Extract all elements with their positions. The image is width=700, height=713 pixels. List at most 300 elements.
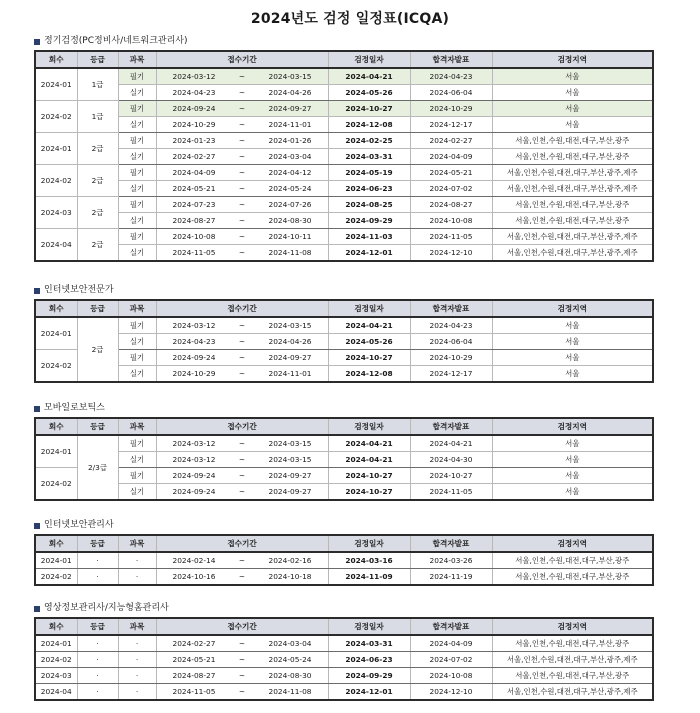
round-cell: 2024-02 bbox=[35, 101, 77, 133]
round-cell: 2024-02 bbox=[35, 652, 77, 668]
period-cell bbox=[156, 569, 328, 586]
column-header: 합격자발표 bbox=[410, 300, 492, 317]
schedule-table bbox=[34, 617, 654, 701]
period-tilde: ~ bbox=[238, 337, 246, 346]
subject-cell: 필기 bbox=[118, 350, 156, 366]
period-end: 2024-09-27 bbox=[268, 353, 312, 362]
result-date-cell: 2024-04-21 bbox=[410, 435, 492, 452]
region-cell: 서울,인천,수원,대전,대구,부산,광주,제주 bbox=[492, 181, 653, 197]
section-title bbox=[34, 403, 105, 414]
region-cell: 서울 bbox=[492, 117, 653, 133]
region-cell: 서울 bbox=[492, 452, 653, 468]
subject-cell: 실기 bbox=[118, 149, 156, 165]
period-tilde: ~ bbox=[238, 487, 246, 496]
period-cell bbox=[156, 452, 328, 468]
period-start: 2024-05-21 bbox=[172, 184, 216, 193]
schedule-table bbox=[34, 534, 654, 586]
period-end: 2024-03-15 bbox=[268, 321, 312, 330]
column-header: 접수기간 bbox=[156, 300, 328, 317]
period-start: 2024-11-05 bbox=[172, 687, 216, 696]
exam-date-cell: 2024-08-25 bbox=[328, 197, 410, 213]
result-date-cell: 2024-12-17 bbox=[410, 117, 492, 133]
result-date-cell: 2024-10-27 bbox=[410, 468, 492, 484]
column-header: 검정지역 bbox=[492, 535, 653, 552]
result-date-cell: 2024-10-29 bbox=[410, 350, 492, 366]
result-date-cell: 2024-03-26 bbox=[410, 552, 492, 569]
period-cell bbox=[156, 668, 328, 684]
column-header: 과목 bbox=[118, 535, 156, 552]
column-header: 검정일자 bbox=[328, 535, 410, 552]
period-cell bbox=[156, 149, 328, 165]
period-cell bbox=[156, 684, 328, 701]
result-date-cell: 2024-06-04 bbox=[410, 85, 492, 101]
region-cell: 서울,인천,수원,대전,대구,부산,광주,제주 bbox=[492, 684, 653, 701]
region-cell: 서울 bbox=[492, 350, 653, 366]
period-start: 2024-10-08 bbox=[172, 232, 216, 241]
period-tilde: ~ bbox=[238, 152, 246, 161]
result-date-cell: 2024-07-02 bbox=[410, 652, 492, 668]
table-row bbox=[35, 213, 653, 229]
region-cell: 서울 bbox=[492, 334, 653, 350]
round-cell: 2024-02 bbox=[35, 468, 77, 501]
region-cell: 서울 bbox=[492, 468, 653, 484]
exam-date-cell: 2024-04-21 bbox=[328, 68, 410, 85]
period-end: 2024-03-15 bbox=[268, 72, 312, 81]
square-bullet-icon bbox=[34, 39, 40, 45]
round-cell: 2024-01 bbox=[35, 68, 77, 101]
period-cell bbox=[156, 317, 328, 334]
table-row bbox=[35, 68, 653, 85]
subject-cell: 필기 bbox=[118, 468, 156, 484]
table-row bbox=[35, 229, 653, 245]
period-start: 2024-03-12 bbox=[172, 455, 216, 464]
table-row bbox=[35, 684, 653, 701]
period-cell bbox=[156, 350, 328, 366]
period-tilde: ~ bbox=[238, 471, 246, 480]
subject-cell: 필기 bbox=[118, 435, 156, 452]
subject-cell: · bbox=[118, 635, 156, 652]
period-tilde: ~ bbox=[238, 655, 246, 664]
exam-date-cell: 2024-10-27 bbox=[328, 350, 410, 366]
grade-cell: · bbox=[77, 684, 118, 701]
table-row bbox=[35, 350, 653, 366]
column-header: 등급 bbox=[77, 51, 118, 68]
section-title-text: 정기검정(PC정비사/네트워크관리사) bbox=[44, 36, 188, 46]
period-end: 2024-07-26 bbox=[268, 200, 312, 209]
period-cell bbox=[156, 334, 328, 350]
column-header: 회수 bbox=[35, 535, 77, 552]
section-title bbox=[34, 520, 114, 531]
period-tilde: ~ bbox=[238, 321, 246, 330]
period-cell bbox=[156, 468, 328, 484]
table-row bbox=[35, 117, 653, 133]
result-date-cell: 2024-11-05 bbox=[410, 229, 492, 245]
exam-date-cell: 2024-11-03 bbox=[328, 229, 410, 245]
period-end: 2024-11-08 bbox=[268, 248, 312, 257]
column-header: 과목 bbox=[118, 51, 156, 68]
column-header: 합격자발표 bbox=[410, 535, 492, 552]
column-header: 과목 bbox=[118, 418, 156, 435]
subject-cell: 필기 bbox=[118, 317, 156, 334]
period-cell bbox=[156, 552, 328, 569]
subject-cell: 실기 bbox=[118, 85, 156, 101]
period-cell bbox=[156, 165, 328, 181]
round-cell: 2024-02 bbox=[35, 165, 77, 197]
table-row bbox=[35, 85, 653, 101]
column-header: 등급 bbox=[77, 300, 118, 317]
square-bullet-icon bbox=[34, 606, 40, 612]
exam-date-cell: 2024-12-01 bbox=[328, 684, 410, 701]
result-date-cell: 2024-06-04 bbox=[410, 334, 492, 350]
exam-date-cell: 2024-12-08 bbox=[328, 366, 410, 383]
column-header: 검정일자 bbox=[328, 300, 410, 317]
exam-date-cell: 2024-06-23 bbox=[328, 181, 410, 197]
result-date-cell: 2024-04-09 bbox=[410, 149, 492, 165]
region-cell: 서울,인천,수원,대전,대구,부산,광주,제주 bbox=[492, 652, 653, 668]
section-title-text: 인터넷보안관리사 bbox=[44, 520, 114, 530]
result-date-cell: 2024-11-05 bbox=[410, 484, 492, 501]
exam-date-cell: 2024-11-09 bbox=[328, 569, 410, 586]
grade-cell: 2급 bbox=[77, 197, 118, 229]
region-cell: 서울,인천,수원,대전,대구,부산,광주 bbox=[492, 133, 653, 149]
table-row bbox=[35, 101, 653, 117]
table-row bbox=[35, 245, 653, 262]
result-date-cell: 2024-12-17 bbox=[410, 366, 492, 383]
grade-cell: · bbox=[77, 652, 118, 668]
result-date-cell: 2024-10-08 bbox=[410, 668, 492, 684]
period-start: 2024-02-14 bbox=[172, 556, 216, 565]
period-end: 2024-02-16 bbox=[268, 556, 312, 565]
result-date-cell: 2024-10-29 bbox=[410, 101, 492, 117]
period-start: 2024-09-24 bbox=[172, 353, 216, 362]
region-cell: 서울,인천,수원,대전,대구,부산,광주 bbox=[492, 552, 653, 569]
period-tilde: ~ bbox=[238, 556, 246, 565]
region-cell: 서울 bbox=[492, 366, 653, 383]
column-header: 회수 bbox=[35, 51, 77, 68]
table-row bbox=[35, 552, 653, 569]
grade-cell: 1급 bbox=[77, 68, 118, 101]
period-cell bbox=[156, 366, 328, 383]
period-end: 2024-09-27 bbox=[268, 104, 312, 113]
period-end: 2024-04-12 bbox=[268, 168, 312, 177]
result-date-cell: 2024-02-27 bbox=[410, 133, 492, 149]
schedule-table bbox=[34, 50, 654, 262]
region-cell: 서울,인천,수원,대전,대구,부산,광주 bbox=[492, 668, 653, 684]
result-date-cell: 2024-11-19 bbox=[410, 569, 492, 586]
period-start: 2024-10-16 bbox=[172, 572, 216, 581]
exam-date-cell: 2024-09-29 bbox=[328, 668, 410, 684]
grade-cell: · bbox=[77, 569, 118, 586]
table-row bbox=[35, 165, 653, 181]
period-cell bbox=[156, 652, 328, 668]
period-end: 2024-03-04 bbox=[268, 639, 312, 648]
grade-cell: 2/3급 bbox=[77, 435, 118, 500]
subject-cell: 실기 bbox=[118, 213, 156, 229]
subject-cell: 실기 bbox=[118, 366, 156, 383]
column-header: 접수기간 bbox=[156, 418, 328, 435]
exam-date-cell: 2024-12-01 bbox=[328, 245, 410, 262]
subject-cell: 필기 bbox=[118, 101, 156, 117]
period-end: 2024-11-01 bbox=[268, 120, 312, 129]
column-header: 등급 bbox=[77, 618, 118, 635]
exam-date-cell: 2024-10-27 bbox=[328, 101, 410, 117]
square-bullet-icon bbox=[34, 288, 40, 294]
period-start: 2024-08-27 bbox=[172, 671, 216, 680]
period-start: 2024-10-29 bbox=[172, 120, 216, 129]
period-end: 2024-03-04 bbox=[268, 152, 312, 161]
column-header: 검정일자 bbox=[328, 418, 410, 435]
table-row bbox=[35, 652, 653, 668]
region-cell: 서울,인천,수원,대전,대구,부산,광주,제주 bbox=[492, 245, 653, 262]
column-header: 접수기간 bbox=[156, 51, 328, 68]
section-title-text: 모바일로보틱스 bbox=[44, 403, 105, 413]
square-bullet-icon bbox=[34, 523, 40, 529]
period-cell bbox=[156, 635, 328, 652]
region-cell: 서울 bbox=[492, 484, 653, 501]
period-cell bbox=[156, 117, 328, 133]
subject-cell: 실기 bbox=[118, 452, 156, 468]
period-end: 2024-10-11 bbox=[268, 232, 312, 241]
period-start: 2024-05-21 bbox=[172, 655, 216, 664]
subject-cell: 실기 bbox=[118, 334, 156, 350]
period-tilde: ~ bbox=[238, 455, 246, 464]
period-tilde: ~ bbox=[238, 120, 246, 129]
exam-date-cell: 2024-03-16 bbox=[328, 552, 410, 569]
subject-cell: 필기 bbox=[118, 229, 156, 245]
region-cell: 서울 bbox=[492, 435, 653, 452]
period-end: 2024-11-08 bbox=[268, 687, 312, 696]
period-start: 2024-04-09 bbox=[172, 168, 216, 177]
column-header: 합격자발표 bbox=[410, 618, 492, 635]
period-tilde: ~ bbox=[238, 353, 246, 362]
period-tilde: ~ bbox=[238, 687, 246, 696]
column-header: 회수 bbox=[35, 418, 77, 435]
period-tilde: ~ bbox=[238, 639, 246, 648]
result-date-cell: 2024-10-08 bbox=[410, 213, 492, 229]
exam-date-cell: 2024-04-21 bbox=[328, 435, 410, 452]
round-cell: 2024-02 bbox=[35, 569, 77, 586]
exam-date-cell: 2024-03-31 bbox=[328, 635, 410, 652]
period-end: 2024-04-26 bbox=[268, 337, 312, 346]
period-start: 2024-02-27 bbox=[172, 639, 216, 648]
period-end: 2024-09-27 bbox=[268, 487, 312, 496]
subject-cell: · bbox=[118, 684, 156, 701]
section-title-text: 인터넷보안전문가 bbox=[44, 285, 114, 295]
round-cell: 2024-01 bbox=[35, 317, 77, 350]
region-cell: 서울,인천,수원,대전,대구,부산,광주 bbox=[492, 197, 653, 213]
period-start: 2024-09-24 bbox=[172, 487, 216, 496]
round-cell: 2024-01 bbox=[35, 635, 77, 652]
region-cell: 서울,인천,수원,대전,대구,부산,광주,제주 bbox=[492, 165, 653, 181]
column-header: 검정일자 bbox=[328, 51, 410, 68]
grade-cell: · bbox=[77, 635, 118, 652]
subject-cell: · bbox=[118, 652, 156, 668]
period-tilde: ~ bbox=[238, 88, 246, 97]
period-cell bbox=[156, 68, 328, 85]
period-start: 2024-02-27 bbox=[172, 152, 216, 161]
column-header: 검정지역 bbox=[492, 418, 653, 435]
period-tilde: ~ bbox=[238, 168, 246, 177]
table-row bbox=[35, 435, 653, 452]
subject-cell: 실기 bbox=[118, 245, 156, 262]
period-cell bbox=[156, 85, 328, 101]
column-header: 검정지역 bbox=[492, 300, 653, 317]
exam-date-cell: 2024-04-21 bbox=[328, 452, 410, 468]
section-title-text: 영상정보관리사/지능형홈관리사 bbox=[44, 603, 169, 613]
period-start: 2024-03-12 bbox=[172, 321, 216, 330]
period-cell bbox=[156, 435, 328, 452]
period-cell bbox=[156, 245, 328, 262]
exam-date-cell: 2024-06-23 bbox=[328, 652, 410, 668]
page-title: 2024년도 검정 일정표(ICQA) bbox=[250, 11, 450, 27]
grade-cell: 2급 bbox=[77, 133, 118, 165]
period-cell bbox=[156, 213, 328, 229]
period-tilde: ~ bbox=[238, 136, 246, 145]
period-tilde: ~ bbox=[238, 72, 246, 81]
period-tilde: ~ bbox=[238, 200, 246, 209]
period-end: 2024-11-01 bbox=[268, 369, 312, 378]
period-end: 2024-03-15 bbox=[268, 439, 312, 448]
round-cell: 2024-01 bbox=[35, 133, 77, 165]
region-cell: 서울,인천,수원,대전,대구,부산,광주 bbox=[492, 213, 653, 229]
grade-cell: · bbox=[77, 668, 118, 684]
period-start: 2024-11-05 bbox=[172, 248, 216, 257]
subject-cell: · bbox=[118, 569, 156, 586]
period-start: 2024-03-12 bbox=[172, 72, 216, 81]
exam-date-cell: 2024-09-29 bbox=[328, 213, 410, 229]
column-header: 검정일자 bbox=[328, 618, 410, 635]
round-cell: 2024-01 bbox=[35, 435, 77, 468]
table-row bbox=[35, 635, 653, 652]
column-header: 접수기간 bbox=[156, 618, 328, 635]
region-cell: 서울 bbox=[492, 85, 653, 101]
table-row bbox=[35, 366, 653, 383]
section-title bbox=[34, 603, 169, 614]
subject-cell: 실기 bbox=[118, 117, 156, 133]
period-start: 2024-09-24 bbox=[172, 471, 216, 480]
column-header: 합격자발표 bbox=[410, 418, 492, 435]
exam-date-cell: 2024-05-26 bbox=[328, 334, 410, 350]
period-tilde: ~ bbox=[238, 439, 246, 448]
period-start: 2024-01-23 bbox=[172, 136, 216, 145]
result-date-cell: 2024-04-23 bbox=[410, 317, 492, 334]
period-cell bbox=[156, 197, 328, 213]
exam-date-cell: 2024-10-27 bbox=[328, 484, 410, 501]
exam-date-cell: 2024-12-08 bbox=[328, 117, 410, 133]
subject-cell: 필기 bbox=[118, 165, 156, 181]
region-cell: 서울 bbox=[492, 317, 653, 334]
period-start: 2024-04-23 bbox=[172, 337, 216, 346]
column-header: 검정지역 bbox=[492, 618, 653, 635]
period-cell bbox=[156, 181, 328, 197]
round-cell: 2024-02 bbox=[35, 350, 77, 383]
column-header: 과목 bbox=[118, 300, 156, 317]
table-row bbox=[35, 569, 653, 586]
period-start: 2024-09-24 bbox=[172, 104, 216, 113]
period-end: 2024-03-15 bbox=[268, 455, 312, 464]
result-date-cell: 2024-04-23 bbox=[410, 68, 492, 85]
region-cell: 서울,인천,수원,대전,대구,부산,광주 bbox=[492, 569, 653, 586]
period-start: 2024-07-23 bbox=[172, 200, 216, 209]
section-title bbox=[34, 285, 114, 296]
table-row bbox=[35, 668, 653, 684]
table-row bbox=[35, 468, 653, 484]
region-cell: 서울,인천,수원,대전,대구,부산,광주,제주 bbox=[492, 229, 653, 245]
column-header: 등급 bbox=[77, 535, 118, 552]
column-header: 과목 bbox=[118, 618, 156, 635]
region-cell: 서울,인천,수원,대전,대구,부산,광주 bbox=[492, 635, 653, 652]
exam-date-cell: 2024-03-31 bbox=[328, 149, 410, 165]
table-row bbox=[35, 484, 653, 501]
period-end: 2024-08-30 bbox=[268, 216, 312, 225]
round-cell: 2024-03 bbox=[35, 197, 77, 229]
exam-date-cell: 2024-05-19 bbox=[328, 165, 410, 181]
round-cell: 2024-04 bbox=[35, 684, 77, 701]
grade-cell: 2급 bbox=[77, 229, 118, 262]
period-cell bbox=[156, 133, 328, 149]
grade-cell: 2급 bbox=[77, 165, 118, 197]
exam-date-cell: 2024-05-26 bbox=[328, 85, 410, 101]
table-row bbox=[35, 149, 653, 165]
table-row bbox=[35, 334, 653, 350]
period-tilde: ~ bbox=[238, 572, 246, 581]
round-cell: 2024-04 bbox=[35, 229, 77, 262]
period-tilde: ~ bbox=[238, 248, 246, 257]
subject-cell: · bbox=[118, 552, 156, 569]
schedule-table bbox=[34, 417, 654, 501]
table-row bbox=[35, 197, 653, 213]
section-title bbox=[34, 36, 187, 47]
period-tilde: ~ bbox=[238, 216, 246, 225]
period-tilde: ~ bbox=[238, 369, 246, 378]
result-date-cell: 2024-08-27 bbox=[410, 197, 492, 213]
round-cell: 2024-01 bbox=[35, 552, 77, 569]
exam-date-cell: 2024-10-27 bbox=[328, 468, 410, 484]
period-start: 2024-08-27 bbox=[172, 216, 216, 225]
grade-cell: 1급 bbox=[77, 101, 118, 133]
column-header: 회수 bbox=[35, 618, 77, 635]
period-tilde: ~ bbox=[238, 104, 246, 113]
period-start: 2024-10-29 bbox=[172, 369, 216, 378]
result-date-cell: 2024-07-02 bbox=[410, 181, 492, 197]
period-end: 2024-09-27 bbox=[268, 471, 312, 480]
result-date-cell: 2024-12-10 bbox=[410, 684, 492, 701]
region-cell: 서울 bbox=[492, 68, 653, 85]
result-date-cell: 2024-04-30 bbox=[410, 452, 492, 468]
table-row bbox=[35, 317, 653, 334]
table-row bbox=[35, 181, 653, 197]
period-end: 2024-05-24 bbox=[268, 655, 312, 664]
subject-cell: 필기 bbox=[118, 197, 156, 213]
column-header: 등급 bbox=[77, 418, 118, 435]
subject-cell: 실기 bbox=[118, 181, 156, 197]
period-tilde: ~ bbox=[238, 671, 246, 680]
period-end: 2024-10-18 bbox=[268, 572, 312, 581]
period-cell bbox=[156, 484, 328, 501]
column-header: 회수 bbox=[35, 300, 77, 317]
period-start: 2024-03-12 bbox=[172, 439, 216, 448]
grade-cell: 2급 bbox=[77, 317, 118, 382]
column-header: 검정지역 bbox=[492, 51, 653, 68]
exam-date-cell: 2024-04-21 bbox=[328, 317, 410, 334]
subject-cell: 필기 bbox=[118, 68, 156, 85]
period-tilde: ~ bbox=[238, 184, 246, 193]
region-cell: 서울 bbox=[492, 101, 653, 117]
period-end: 2024-08-30 bbox=[268, 671, 312, 680]
period-end: 2024-04-26 bbox=[268, 88, 312, 97]
period-end: 2024-01-26 bbox=[268, 136, 312, 145]
period-cell bbox=[156, 101, 328, 117]
